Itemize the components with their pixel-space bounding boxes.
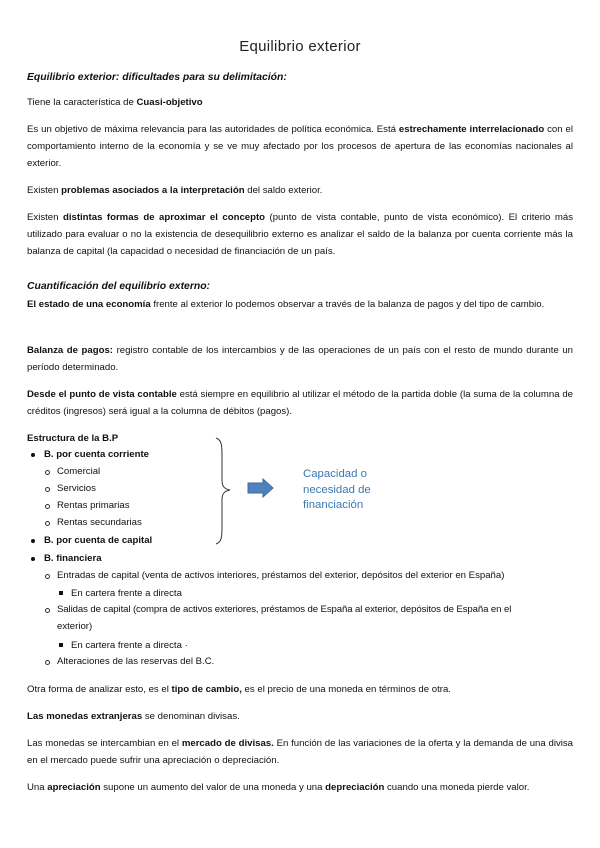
bold-run: distintas formas de aproximar el concepto — [62, 212, 266, 223]
text-run: del saldo exterior. — [244, 185, 323, 196]
list-item: En cartera frente a directa · — [71, 640, 188, 651]
bullet-circle-icon — [45, 504, 50, 509]
list-item: Comercial — [57, 466, 101, 477]
paragraph-estado-economia — [27, 297, 573, 314]
paragraph-tipo-cambio — [27, 682, 573, 699]
paragraph-relevancia — [27, 122, 573, 172]
section-heading-dificultades: Equilibrio exterior: dificultades para su delimitación: — [27, 72, 287, 83]
bold-run: tipo de cambio, — [171, 684, 242, 695]
bullet-circle-icon — [45, 470, 50, 475]
bullet-circle-icon — [45, 608, 50, 613]
text-run: Una — [27, 782, 48, 793]
bullet-circle-icon — [45, 487, 50, 492]
structure-heading: Estructura de la B.P — [27, 433, 119, 444]
bullet-square-icon — [59, 643, 63, 647]
text-run: es el precio de una moneda en términos de otra. — [241, 684, 451, 695]
bold-run: Cuasi-objetivo — [136, 97, 203, 108]
text-run: se denominan divisas. — [142, 711, 240, 722]
bold-run: Balanza de pagos: — [27, 345, 114, 356]
list-item: Salidas de capital (compra de activos exteriores, préstamos de España al exterior, depósitos de España en el — [57, 604, 512, 615]
callout-line: financiación — [303, 499, 364, 511]
text-run: con el comportamiento interno de la economía y se ve muy afectado por los procesos de apertura de las economías nacionales al exterior. — [27, 124, 573, 169]
text-run: Las monedas se intercambian en el — [27, 738, 182, 749]
curly-brace-icon — [208, 436, 238, 546]
list-item: Rentas primarias — [57, 500, 130, 511]
paragraph-formas — [27, 210, 573, 260]
callout-line: necesidad de — [303, 483, 371, 496]
text-run: Otra forma de analizar esto, es el — [27, 684, 172, 695]
list-item: Alteraciones de las reservas del B.C. — [57, 656, 215, 667]
bold-run: Desde el punto de vista contable — [27, 389, 177, 400]
callout-line: Capacidad o — [303, 468, 367, 480]
text-run: Existen — [27, 212, 63, 223]
bold-run: depreciación — [325, 782, 385, 793]
bullet-disc-icon — [31, 539, 35, 543]
bold-run: El estado de una economía — [27, 299, 151, 310]
bold-run: mercado de divisas. — [181, 738, 274, 749]
document-title: Equilibrio exterior — [239, 38, 361, 55]
text-run: Tiene la característica de — [27, 97, 137, 108]
paragraph-apreciacion — [27, 780, 573, 797]
list-item: B. financiera — [44, 553, 102, 564]
text-run: registro contable de los intercambios y de las operaciones de un país con el resto de mundo durante un período determinado. — [27, 345, 574, 373]
bullet-circle-icon — [45, 660, 50, 665]
list-item: Rentas secundarias — [57, 517, 142, 528]
financing-callout — [303, 467, 371, 514]
bold-run: problemas asociados a la interpretación — [61, 185, 245, 196]
paragraph-cuasi-objetivo — [27, 95, 573, 112]
text-run: Existen — [27, 185, 62, 196]
list-item: Servicios — [57, 483, 96, 494]
paragraph-divisas — [27, 709, 573, 726]
list-item: B. por cuenta corriente — [44, 449, 150, 460]
list-item: B. por cuenta de capital — [44, 535, 153, 546]
text-run: está siempre en equilibrio al utilizar el método de la partida doble (la suma de la columna de créditos (ingresos) será igual a la columna de débitos (pagos). — [27, 389, 573, 417]
bullet-circle-icon — [45, 574, 50, 579]
bullet-square-icon — [59, 591, 63, 595]
paragraph-mercado-divisas — [27, 736, 573, 770]
bullet-circle-icon — [45, 521, 50, 526]
text-run: supone un aumento del valor de una moneda y una — [100, 782, 326, 793]
right-arrow-icon — [247, 478, 275, 498]
bullet-disc-icon — [31, 557, 35, 561]
text-run: Es un objetivo de máxima relevancia para las autoridades de política económica. Está — [27, 124, 399, 135]
section-heading-cuantificacion: Cuantificación del equilibrio externo: — [27, 281, 211, 292]
bold-run: apreciación — [47, 782, 101, 793]
bullet-disc-icon — [31, 453, 35, 457]
list-item: En cartera frente a directa — [71, 588, 182, 599]
bold-run: estrechamente interrelacionado — [398, 124, 545, 135]
list-item: exterior) — [57, 621, 93, 632]
text-run: frente al exterior lo podemos observar a través de la balanza de pagos y del tipo de cambio. — [150, 299, 545, 310]
text-run: (punto de vista contable, punto de vista económico). El criterio más utilizado para evaluar o no la existencia de desequilibrio externo es analizar el saldo de la balanza por cuenta corriente más la balanza de capital (la capacidad o necesidad de financiación de un país. — [27, 212, 573, 257]
paragraph-punto-contable — [27, 387, 573, 421]
paragraph-balanza-pagos — [27, 343, 573, 377]
text-run: cuando una moneda pierde valor. — [384, 782, 530, 793]
text-run: En función de las variaciones de la oferta y la demanda de una divisa en el mercado puede sufrir una apreciación o depreciación. — [27, 738, 574, 766]
bold-run: Las monedas extranjeras — [27, 711, 143, 722]
paragraph-problemas — [27, 183, 573, 200]
list-item: Entradas de capital (venta de activos interiores, préstamos del exterior, depósitos del exterior en España) — [57, 570, 505, 581]
